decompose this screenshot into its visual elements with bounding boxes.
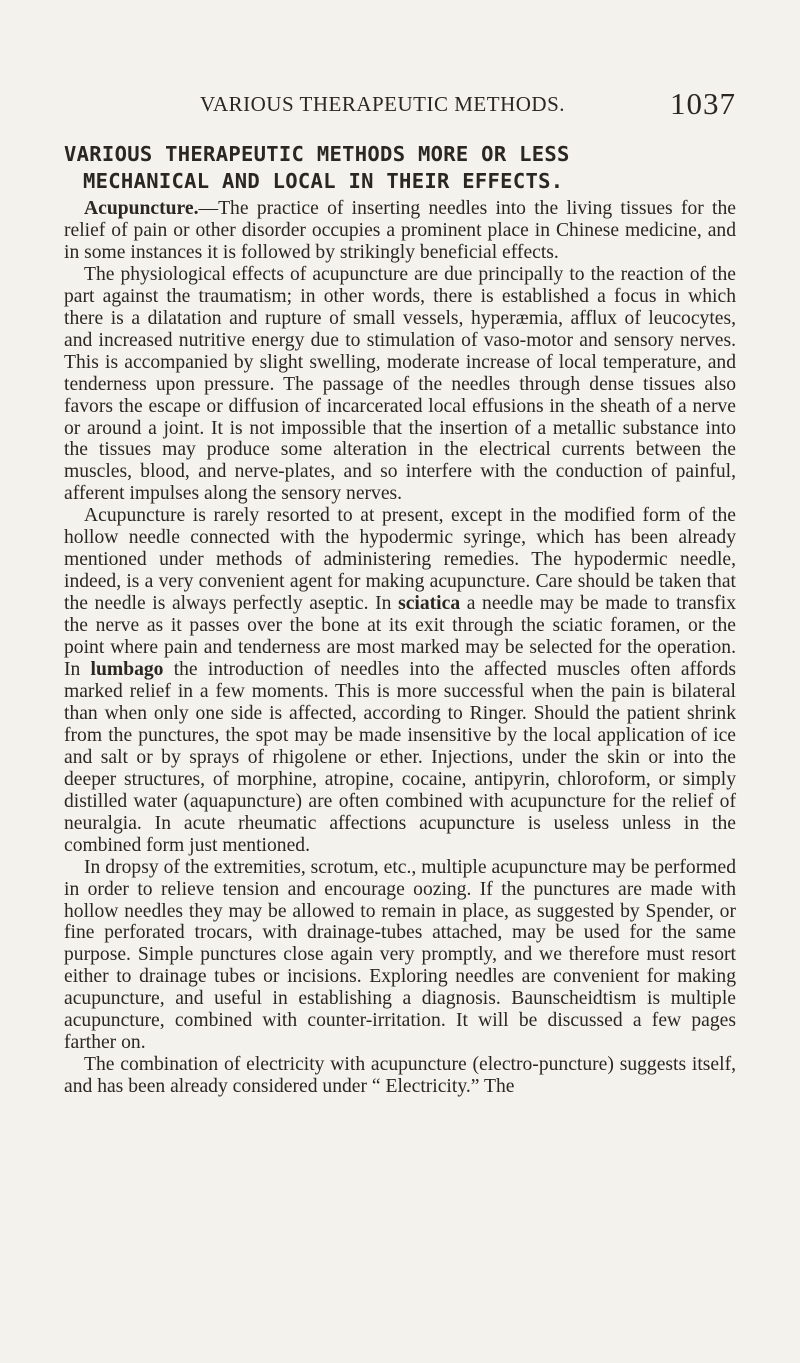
paragraph-current-use xyxy=(64,505,736,856)
body-text xyxy=(64,198,736,1098)
term-sciatica: sciatica xyxy=(398,593,461,615)
section-heading xyxy=(64,141,736,195)
paragraph-3-text-a: Acupuncture is rarely resorted to at present, except in the modified form of the hollow needle connected with the hypodermic syringe, which has been already mentioned under methods of administering remedies. The hypodermic needle, indeed, is a very convenient agent for making acupuncture. Care should be taken that the needle is always perfectly aseptic. In xyxy=(64,505,736,615)
run-in-term: Acupuncture. xyxy=(84,198,199,219)
term-lumbago: lumbago xyxy=(90,659,164,681)
paragraph-dropsy: In dropsy of the extremities, scrotum, etc., multiple acupuncture may be performed in order to relieve tension and encourage oozing. If the punctures are made with hollow needles they may be allowed to remain in place, as suggested by Spender, or fine perforated trocars, with drainage-tubes attached, may be used for the same purpose. Simple punctures close again very promptly, and we therefore must resort either to drainage tubes or incisions. Exploring needles are convenient for making acupuncture, and useful in establishing a diagnosis. Baunscheidtism is multiple acupuncture, combined with counter-irritation. It will be discussed a few pages farther on. xyxy=(64,856,736,1054)
paragraph-acupuncture-intro xyxy=(64,198,736,264)
section-heading-line-2: MECHANICAL AND LOCAL IN THEIR EFFECTS. xyxy=(83,169,564,193)
running-head xyxy=(64,86,736,126)
paragraph-3-text-b: a needle may be made to transfix the nerve as it passes over the bone at its exit through the sciatic foramen, or the point where pain and tenderness are most marked may be selected for the operation. In xyxy=(64,593,736,681)
paragraph-physiological-effects: The physiological effects of acupuncture are due principally to the reaction of the part against the traumatism; in other words, there is established a focus in which there is a dilatation and rupture of small vessels, hyperæmia, afflux of leucocytes, and increased nutritive energy due to stimulation of vaso-motor and sensory nerves. This is accompanied by slight swelling, moderate increase of local temperature, and tenderness upon pressure. The passage of the needles through dense tissues also favors the escape or diffusion of incarcerated local effusions in the sheath of a nerve or around a joint. It is not impossible that the insertion of a metallic substance into the tissues may produce some alteration in the electrical currents between the muscles, blood, and nerve-plates, and so interfere with the conduction of painful, afferent impulses along the sensory nerves. xyxy=(64,263,736,505)
paragraph-electro-puncture: The combination of electricity with acupuncture (electro-puncture) suggests itself, and has been already considered under “ Electricity.” The xyxy=(64,1054,736,1098)
section-heading-line-1: VARIOUS THERAPEUTIC METHODS MORE OR LESS xyxy=(64,142,570,166)
paragraph-3-text-c: the introduction of needles into the affected muscles often affords marked relief in a few moments. This is more successful when the pain is bilateral than when only one side is affected, according to Ringer. Should the patient shrink from the punctures, the spot may be made insensitive by the local application of ice and salt or by sprays of rhigolene or ether. Injections, under the skin or into the deeper structures, of morphine, atropine, cocaine, antipyrin, chloroform, or simply distilled water (aquapuncture) are often combined with acupuncture for the relief of neuralgia. In acute rheumatic affections acupuncture is useless unless in the combined form just mentioned. xyxy=(64,659,736,856)
running-title: VARIOUS THERAPEUTIC METHODS. xyxy=(200,92,566,116)
paragraph-1-text: —The practice of inserting needles into the living tissues for the relief of pain or other disorder occupies a prominent place in Chinese medicine, and in some instances it is followed by strikingly beneficial effects. xyxy=(64,198,736,263)
page-number: 1037 xyxy=(670,86,736,121)
